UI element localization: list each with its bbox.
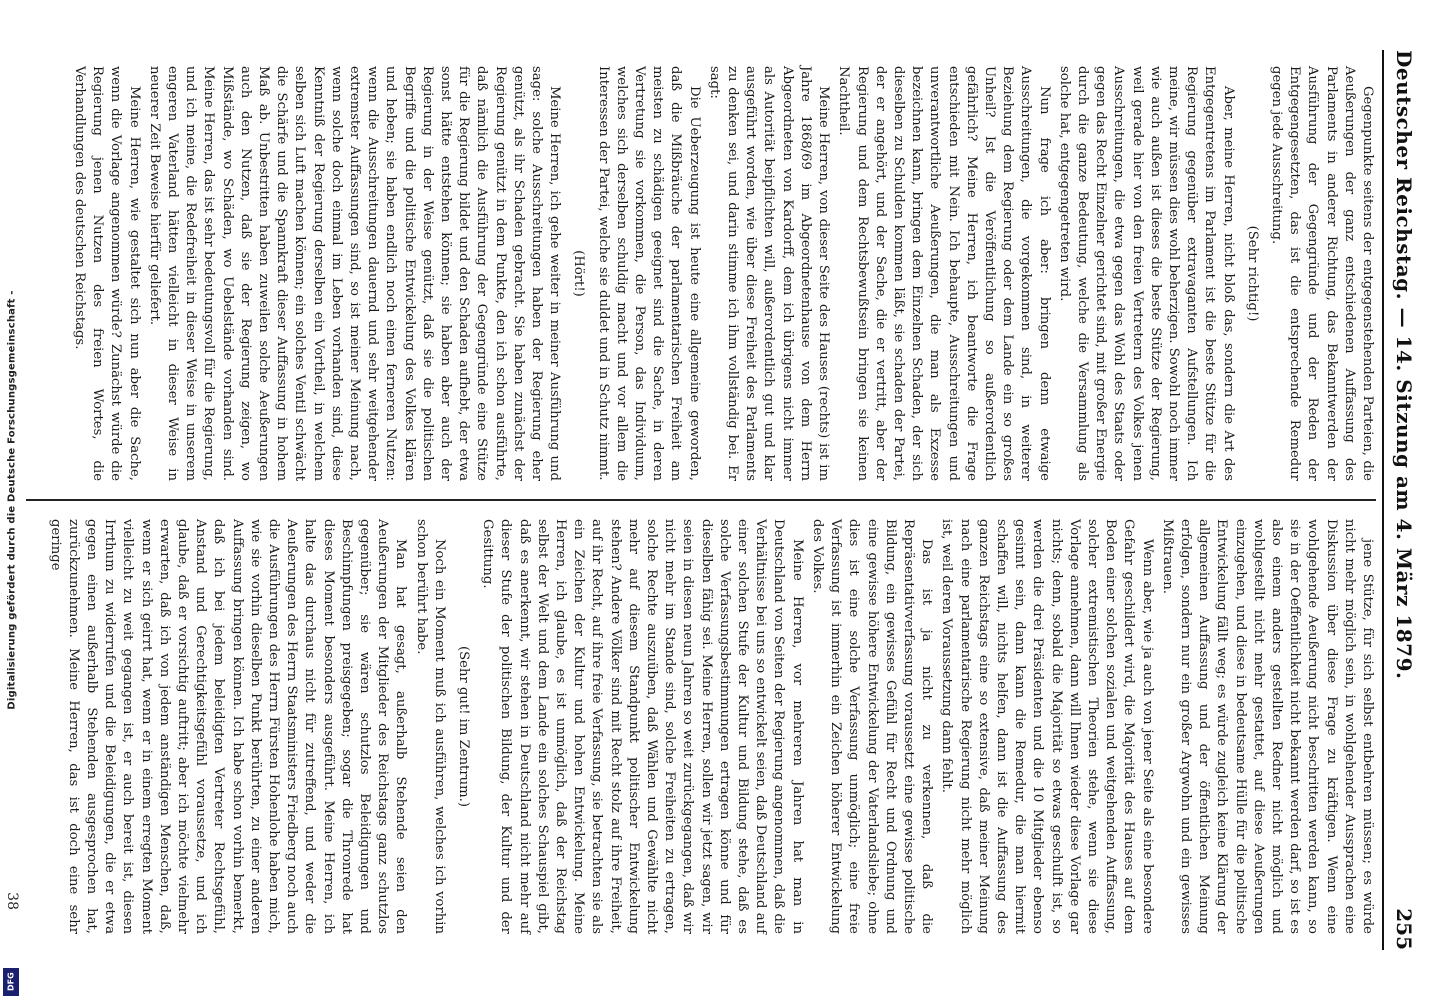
text-columns xyxy=(26,50,1376,950)
paragraph: jene Stütze, für sich selbst entbehren müssen; es würde nicht mehr möglich sein, in wohlgehender Aussprachen eine Diskussion über diese Frage zu kräftigen. Wenn eine wohlgehende Aeußerung nicht beschritten werden kann, so sie in der Oeffentlichkeit nicht bekannt werden darf, so ist es also einem anders gestellten Redner nicht möglich und wohlgestellt nicht mehr gestattet, auf diese Aeußerungen einzugehen, und diese in bedeutsame Hülle für die politische Entwickelung fällt weg; es würde zugleich keine Klärung der allgemeinen Auffassung und der öffentlichen Meinung erfolgen, sondern nur ein großer Argwohn und ein gewisses Mißtrauen. xyxy=(1159,519,1375,934)
right-column xyxy=(26,503,1376,950)
paragraph: Meine Herren, vor mehreren Jahren hat man in Deutschland von Seiten der Regierung angenommen, daß die Verhältnisse bei uns so entwickelt seien, daß Deutschland auf einer solchen Stufe der Kultur und Bildung stehe, daß es solche Verfassungsbestimmungen ertragen könne und für dieselben fähig sei. Meine Herren, sollen wir jetzt sagen, wir seien in diesen neun Jahren so weit zurückgegangen, daß wir nicht mehr im Stande sind, solche Freiheiten zu ertragen, solche Rechte auszuüben, daß Wählen und Gewählte nicht mehr auf diesem Standpunkt politischer Entwickelung stehen? Andere Völker sind mit Recht stolz auf ihre Freiheit, auf ihr Recht, auf ihre freie Verfassung, sie betrachten sie als ein Zeichen der Kultur und hohen Entwickelung. Meine Herren, ich glaube, es ist unmöglich, daß der Reichstag selbst der Welt und dem Lande ein solches Schauspiel gibt, daß es anerkennt, wir stehen in Deutschland nicht mehr auf dieser Stufe der politischen Bildung, der Kultur und der Gesittung. xyxy=(480,519,805,934)
paragraph: Man hat gesagt, außerhalb Stehende seien den Aeußerungen der Mitglieder des Reichstags ganz schutzlos gegenüber; sie wären schutzlos Beleidigungen und Beschimpfungen preisgegeben; sogar die Thronrede hat dieses Moment besonders ausgeführt. Meine Herren, ich halte das durchaus nicht für zutreffend, und weder die Aeußerungen des Herrn Staatsministers Friedberg noch auch die Ausführungen des Herrn Fürsten Hohenlohe haben mich, wie sie vorhin dieselben Punkt berührten, zu einer anderen Auffassung bringen können. Ich habe schon vorhin bemerkt, daß ich bei jedem beleidigten Vertreter Rechtsgefühl, Anstand und Gerechtigkeitsgefühl voraussetze, und ich glaube, daß er vorsichtig auftritt; aber ich möchte vielmehr erwarten, daß ich von jedem anständigen Menschen, daß, wenn er sich geirrt hat, wenn er in einem erregten Moment vielleicht zu weit gegangen ist, er auch bereit ist, diesen Irrthum zu widerrufen und die Beleidigungen, die er etwa gegen einen außerhalb Stehenden ausgesprochen hat, zurückzunehmen. Meine Herren, das ist doch eine sehr geringe xyxy=(47,519,409,934)
page-title: Deutscher Reichstag. — 14. Sitzung am 4. März 1879. xyxy=(1392,50,1416,680)
page-header xyxy=(1382,50,1424,950)
paragraph: Meine Herren, wie gestaltet sich nun aber die Sache, wenn die Vorlage angenommen würde? Zunächst würde die Regierung jenen Nutzen des freien Wortes, die Verhandlungen des deutschen Reichstags. xyxy=(71,66,142,481)
interjection: (Hört!) xyxy=(571,250,587,297)
paragraph: Das ist ja nicht zu verkennen, daß die Repräsentativverfassung voraussetzt eine gewisse politische Bildung, ein gewisses Gefühl für Recht und Ordnung und eine gewisse höhere Entwickelung der Vaterlandsliebe; ohne dies ist eine solche Verfassung unmöglich; eine freie Verfassung ist immerhin ein Zeichen höherer Entwickelung des Volkes. xyxy=(809,519,935,934)
sheet-number: 38 xyxy=(4,892,20,910)
digitization-credit xyxy=(0,0,24,1000)
column-divider xyxy=(26,499,1376,501)
interjection: (Sehr gut! im Zentrum.) xyxy=(456,645,472,807)
interjection: (Sehr richtig!) xyxy=(1244,225,1260,322)
document-page xyxy=(0,20,1432,980)
left-column xyxy=(26,50,1376,497)
credit-text: Digitalisierung gefördert durch die Deutsche Forschungsgemeinschaft - xyxy=(6,290,18,710)
paragraph: Aber, meine Herren, nicht bloß das, sondern die Art des Entgegentretens im Parlament ist die beste Stütze für die Regierung gegenüber extravaganten Aufstellungen. Ich meine, wir müssen dies wohl beherzigen. Sowohl noch immer wie auch außen ist dieses die beste Stütze der Regierung, weil gerade hier von den freien Vertretern des Volkes jenen Ausschreitungen, die etwa gegen das Wohl des Staats oder gegen das Recht Einzelner gerichtet sind, mit großer Energie durch die ganze Bedeutung, welche die Versammlung als solche hat, entgegengetreten wird. xyxy=(1056,66,1236,481)
paragraph: Nun frage ich aber: bringen denn etwaige Ausschreitungen, die vorgekommen sind, in weiterer Beziehung dem Regierung oder dem Lande ein so großes Unheil? Ist die Veröffentlichung so außerordentlich gefährlich? Meine Herren, ich beantworte die Frage entschieden mit Nein. Ich behaupte, Ausschreitungen und unverantwortliche Aeußerungen, die man als Exzesse bezeichnen kann, bringen dem Einzelnen Schaden, der sich dieselben zu Schulden kommen läßt, sie schaden der Partei, der er angehört, und der Sache, die er vertritt, aber der Regierung und dem Rechtsbewußtsein bringen sie keinen Nachtheil. xyxy=(836,66,1052,481)
paragraph: Gegenpunkte seitens der entgegenstehenden Parteien, die Aeußerungen der ganz entschiedenen Auffassung des Parlaments in anderer Richtung, das Bekanntwerden der Ausführung der Gegengründe und der Reden der Entgegengesetzten, das ist die entsprechende Remedur gegen jede Ausschreitung. xyxy=(1268,66,1375,481)
page-number: 255 xyxy=(1392,908,1416,950)
paragraph: Meine Herren, von dieser Seite des Hauses (rechts) ist im Jahre 1868/69 im Abgeordnetenhause von dem Herrn Abgeordneten von Kardorff, dem ich übrigens nicht immer als Autorität beipflichten will, außerordentlich gut und klar ausgeführt worden, wie über diese Freiheit des Parlaments zu denken sei, und darin stimme ich ihm vollständig bei. Er sagt: xyxy=(706,66,832,481)
paragraph: Wenn aber, wie ja auch von jener Seite als eine besondere Gefahr geschildert wird, die Majorität des Hauses auf dem Boden einer solchen sozialen und weitgehenden Auffassung, solcher extremistischen Theorien stehe, wenn sie diese Vorlage annehmen, dann will Ihnen wieder diese Vorlage gar nichts; denn, sobald die Majorität so etwas geschulft ist, so werden die drei Präsidenten und die 10 Mitglieder ebenso gesinnt sein, dann kann die Remedur, die man hiermit schaffen will, nichts helfen, dann ist die Auffassung des ganzen Reichstags eine so extensive, daß meiner Meinung nach eine parlamentarische Regierung nicht mehr möglich ist, weil deren Voraussetzung dann fehlt. xyxy=(939,519,1155,934)
paragraph: Noch ein Moment muß ich ausführen, welches ich vorhin schon berührt habe. xyxy=(413,519,447,934)
quotation: Die Ueberzeugung ist heute eine allgemeine geworden, daß die Mißbräuche der parlamentarischen Freiheit am meisten zu schädigen geeignet sind die Sache, in deren Vertretung sie vorkommen, die Person, das Individuum, welches sich derselben schuldig macht und vor allem die Interessen der Partei, welche sie duldet und in Schutz nimmt. xyxy=(595,66,702,481)
paragraph: Meine Herren, ich gehe weiter in meiner Ausführung und sage: solche Ausschreitungen haben der Regierung eher genützt, als ihr Schaden gebracht. Sie haben zunächst der Regierung genützt in dem Punkte, den ich schon ausführte, daß nämlich die Ausführung der Gegengründe eine Stütze für die Regierung bildet und den Schaden aufhebt, der etwa sonst hätte entstehen können; sie haben aber auch der Regierung in der Weise genützt, daß sie die politischen Begriffe und die politische Entwickelung des Volkes klären und heben; sie haben endlich noch einen ferneren Nutzen: wenn die Ausschreitungen dauernd und sehr weitgehender extremster Auffassungen sind, so ist meiner Meinung nach, wenn solche doch einmal im Leben vorhanden sind, diese Kenntniß der Regierung derselben ein Vortheil, in welchem selben sich Luft machen können; ein solches Ventil schwächt die Schärfe und die Spannkraft dieser Auffassung in hohem Maß ab. Unbestritten haben zuweilen solche Aeußerungen auch den Nutzen, daß sie der Regierung zeigen, wo Mißstände, wo Schäden, wo Uebelstände vorhanden sind. Meine Herren, das ist sehr bedeutungsvoll für die Regierung, und ich meine, die Redefreiheit in dieser Weise in unserem engeren Vaterland hätten vielleicht in dieser Weise in neuerer Zeit Beweise hierfür geliefert. xyxy=(146,66,563,481)
dfg-logo: DFG xyxy=(3,968,19,996)
